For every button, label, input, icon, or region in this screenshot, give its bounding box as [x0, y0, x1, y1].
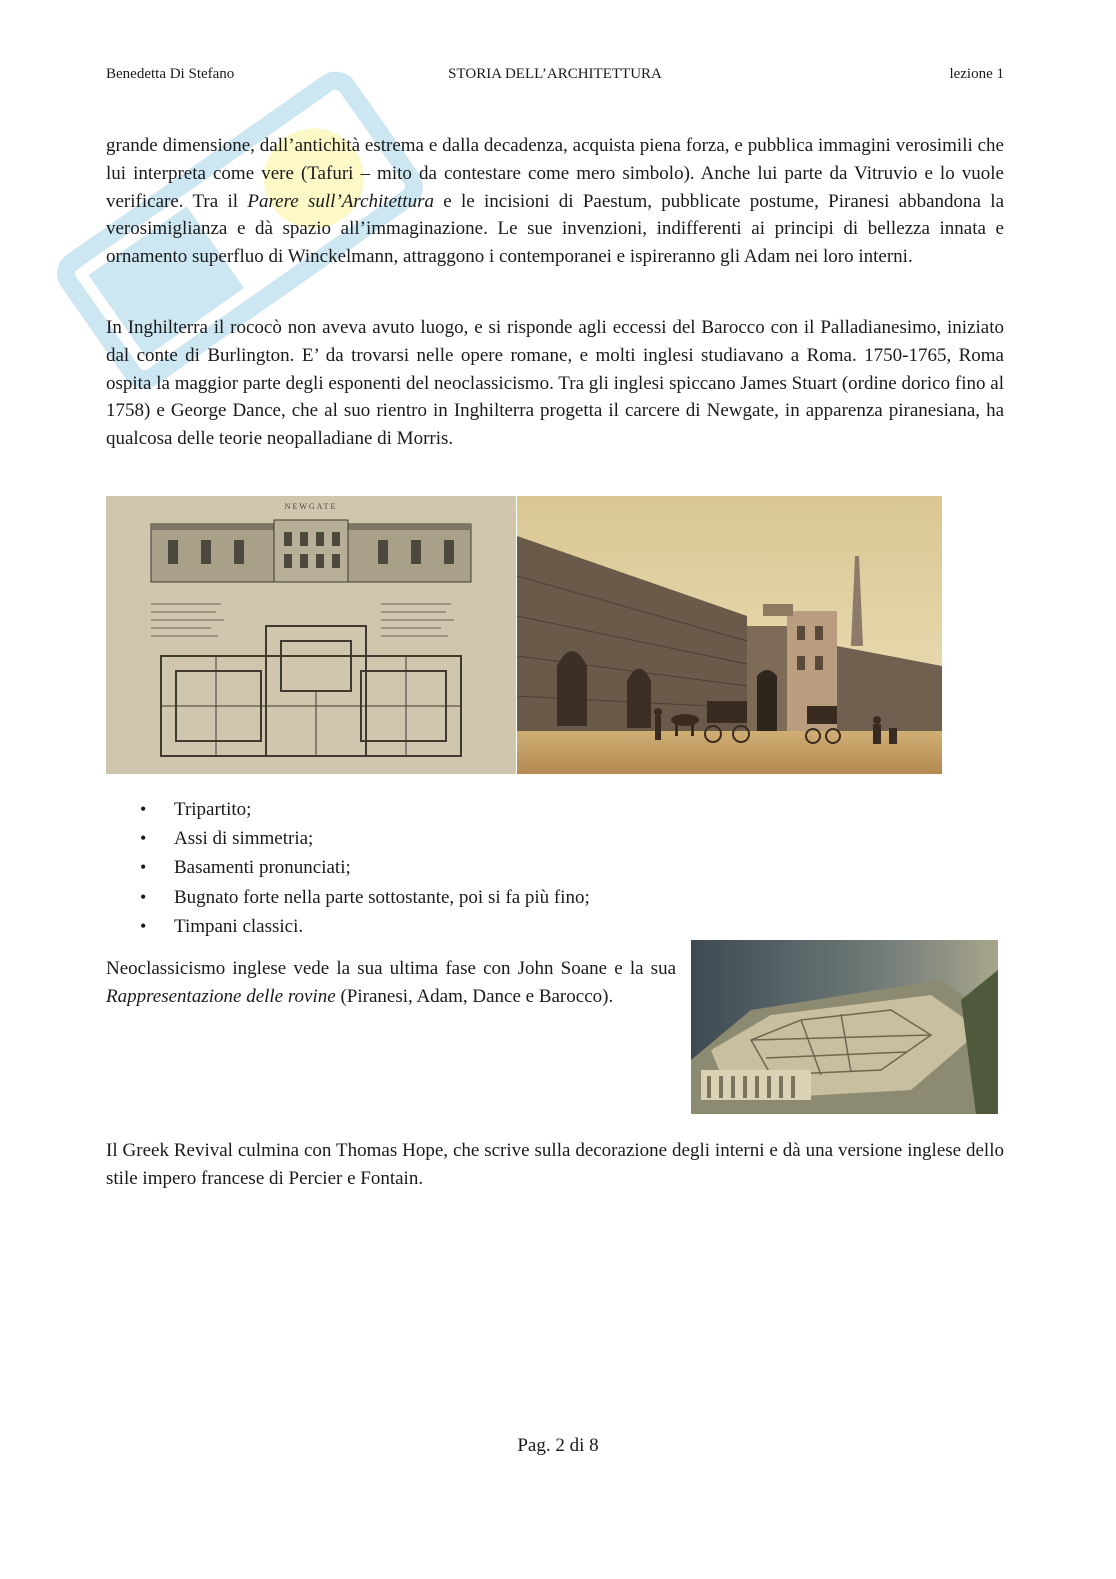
- plan-caption: NEWGATE: [284, 502, 338, 511]
- newgate-plan-image: [106, 496, 516, 774]
- italic-title: Parere sull’Architettura: [247, 190, 434, 212]
- page-header: [106, 66, 1004, 88]
- paragraph-greek-revival: Il Greek Revival culmina con Thomas Hope, che scrive sulla decorazione degli interni e dà una versione inglese dello stile impero francese di Percier e Fontain.: [106, 1140, 1004, 1189]
- header-author: Benedetta Di Stefano: [106, 66, 235, 82]
- paragraph-text: grande dimensione, dall’antichità estrema e dalla decadenza, acquista piena forza, e pubblica immagini verosimili che lui interpreta come vere (Tafuri – mito da contestare come mero simbolo). Anche lui parte da Vitruvio e lo vuole verificare. Tra il: [106, 135, 1004, 212]
- italic-title: Rappresentazione delle rovine: [106, 985, 336, 1007]
- list-item: • Timpani classici.: [106, 912, 590, 941]
- paragraph-text: e le incisioni di Paestum, pubblicate postume, Piranesi abbandona la verosimiglianza e dà spazio all’immaginazione. Le sue invenzioni, indifferenti ai principi di bellezza innata e ornamento superfluo di Winckelmann, attraggono i contemporanei e ispireranno gli Adam nei loro interni.: [106, 190, 1004, 268]
- soane-ruins-image: [691, 940, 998, 1114]
- features-list: [106, 795, 590, 941]
- list-item: • Assi di simmetria;: [106, 824, 590, 853]
- list-item: • Tripartito;: [106, 795, 590, 824]
- list-item: • Bugnato forte nella parte sottostante, poi si fa più fino;: [106, 883, 590, 912]
- header-lesson: lezione 1: [949, 66, 1004, 82]
- paragraph-text: Neoclassicismo inglese vede la sua ultima fase con John Soane e la sua: [106, 958, 676, 979]
- page-number: Pag. 2 di 8: [517, 1435, 599, 1456]
- newgate-street-image: [517, 496, 942, 774]
- list-item: • Basamenti pronunciati;: [106, 853, 590, 882]
- header-title: STORIA DELL’ARCHITETTURA: [448, 66, 662, 82]
- paragraph-england: In Inghilterra il rococò non aveva avuto luogo, e si risponde agli eccessi del Barocco con il Palladianesimo, iniziato dal conte di Burlington. E’ da trovarsi nelle opere romane, e molti inglesi studiavano a Roma. 1750-1765, Roma ospita la maggior parte degli esponenti del neoclassicismo. Tra gli inglesi spiccano James Stuart (ordine dorico fino al 1758) e George Dance, che al suo rientro in Inghilterra progetta il carcere di Newgate, in apparenza piranesiana, ha qualcosa delle teorie neopalladiane di Morris.: [106, 317, 1004, 450]
- paragraph-soane: [106, 955, 676, 1011]
- paragraph-text: (Piranesi, Adam, Dance e Barocco).: [335, 985, 614, 1007]
- paragraph-piranesi: [106, 132, 1004, 271]
